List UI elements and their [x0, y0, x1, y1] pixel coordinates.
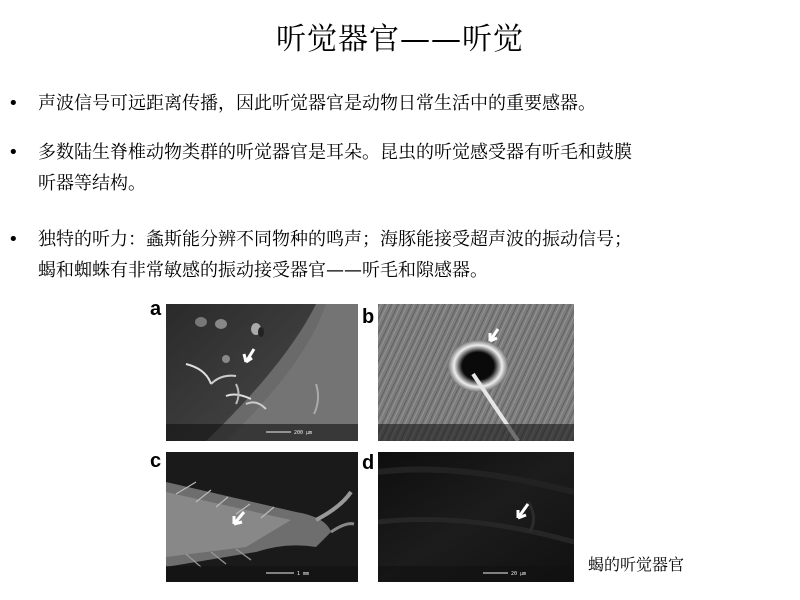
panel-a-scale: 200 µm [294, 430, 313, 436]
panel-a-label: a [150, 298, 162, 320]
bullet-2 [38, 137, 798, 199]
panel-a-image [166, 304, 358, 441]
bullet-2-line-1: 多数陆生脊椎动物类群的听觉器官是耳朵。昆虫的听觉感受器有听毛和鼓膜 [38, 142, 632, 163]
panel-d-scale: 20 µm [511, 571, 527, 577]
panel-b-image [378, 304, 574, 441]
panel-c-scale: 1 mm [297, 571, 310, 577]
bullet-dot-2: • [8, 142, 19, 163]
panel-c-image [166, 452, 358, 582]
figure-caption: 蝎的听觉器官 [588, 555, 685, 574]
panel-d-label: d [362, 452, 375, 474]
panel-c-label: c [150, 450, 162, 472]
slide-title: 听觉器官——听觉 [276, 22, 524, 57]
bullet-1 [38, 88, 798, 119]
bullet-3-line-2: 蝎和蜘蛛有非常敏感的振动接受器官——听毛和隙感器。 [38, 260, 488, 281]
panel-d-image [378, 452, 574, 582]
bullet-1-line-1: 声波信号可远距离传播，因此听觉器官是动物日常生活中的重要感器。 [38, 93, 596, 114]
bullet-dot-3: • [8, 229, 19, 250]
panel-b-label: b [362, 306, 375, 328]
bullet-3-line-1: 独特的听力：螽斯能分辨不同物种的鸣声；海豚能接受超声波的振动信号； [38, 229, 632, 250]
bullet-3 [38, 224, 798, 286]
bullet-2-line-2: 听器等结构。 [38, 173, 146, 194]
bullet-dot-1: • [8, 93, 19, 114]
